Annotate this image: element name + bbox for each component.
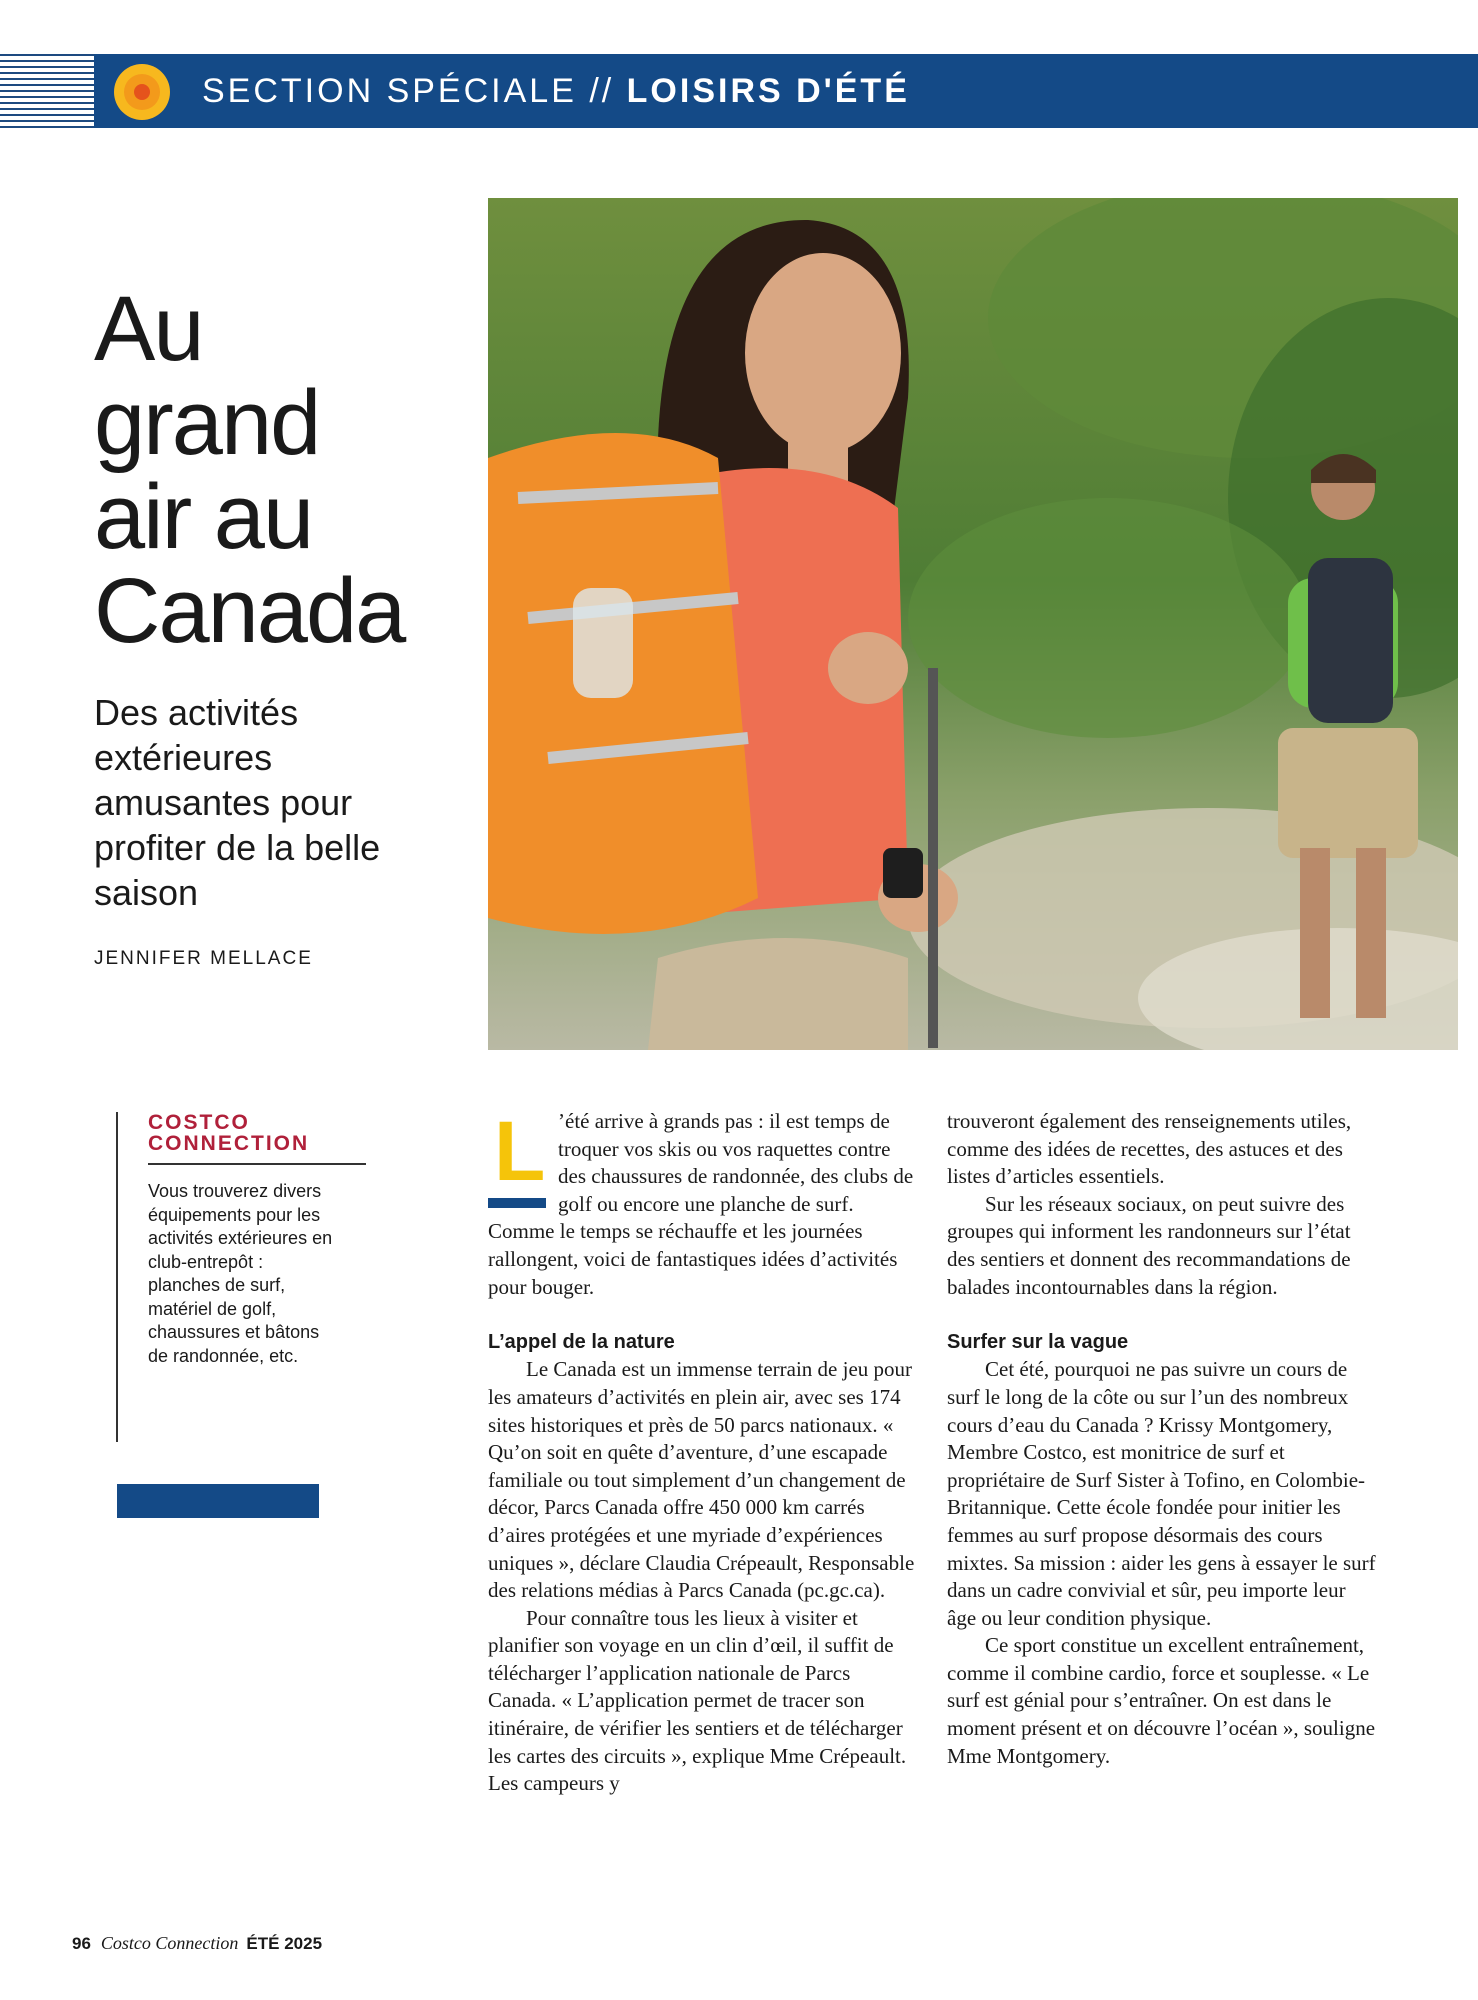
edition-label: ÉTÉ 2025 [246, 1934, 323, 1953]
body-paragraph: Le Canada est un immense terrain de jeu pour les amateurs d’activités en plein air, avec ses 174 sites historiques et près de 50 parcs nationaux. « Qu’on soit en quête d’aventure, d’une escapade familiale ou tout simplement d’un changement de décor, Parcs Canada offre 450 000 km carrés d’aires protégées et une myriade d’expériences uniques », déclare Claudia Crépeault, Responsable des relations médias à Parcs Canada (pc.gc.ca). [488, 1357, 915, 1603]
drop-cap-letter: L [494, 1104, 546, 1198]
body-paragraph: Pour connaître tous les lieux à visiter et planifier son voyage en un clin d’œil, il suffit de télécharger l’application nationale de Parcs Canada. « L’application permet de tracer son itinéraire, de vérifier les sentiers et de télécharger les cartes des circuits », explique Mme Crépeault. Les campeurs y [488, 1605, 907, 1796]
intro-paragraph: ’été arrive à grands pas : il est temps de troquer vos skis ou vos raquettes contre des chaussures de randonnée, des clubs de golf ou encore une planche de surf. Comme le temps se réchauffe et les journées rallongent, voici de fantastiques idées d’activités pour bouger. [488, 1109, 914, 1299]
body-paragraph: trouveront également des renseignements utiles, comme des idées de recettes, des astuces et des listes d’articles essentiels. [947, 1109, 1352, 1189]
sidebar-heading [148, 1112, 309, 1154]
title-line: Au [94, 278, 203, 380]
drop-cap [488, 1104, 546, 1208]
page-number: 96 [72, 1934, 91, 1953]
section-heading: Surfer sur la vague [947, 1330, 1129, 1353]
section-heading: L’appel de la nature [488, 1330, 675, 1353]
sidebar-divider [148, 1163, 366, 1165]
drop-cap-bar [488, 1198, 546, 1208]
magazine-name: Costco Connection [100, 1933, 239, 1953]
body-paragraph: Cet été, pourquoi ne pas suivre un cours de surf le long de la côte ou sur l’un des nombreux cours d’eau du Canada ? Krissy Montgomery, Membre Costco, est monitrice de surf et propriétaire de Surf Sister à Tofino, en Colombie-Britannique. Cette école fondée pour initier les femmes au surf propose désormais des cours mixtes. Sa mission : aider les gens à essayer le surf dans un cadre convivial et sûr, peu importe leur âge ou leur condition physique. [947, 1357, 1376, 1630]
sidebar-heading-line: CONNECTION [148, 1132, 310, 1155]
article-column-2 [947, 1108, 1379, 1770]
article-title [94, 278, 454, 662]
hiker-photo [488, 198, 1458, 1050]
page-footer [72, 1933, 322, 1954]
author-byline: JENNIFER MELLACE [94, 948, 313, 969]
title-line: Canada [94, 560, 405, 662]
sidebar-body: Vous trouverez divers équipements pour les activités extérieures en club-entrepôt : planches de surf, matériel de golf, chaussures et bâtons de randonnée, etc. [148, 1181, 333, 1366]
header-stripes [0, 54, 94, 128]
sun-icon [114, 64, 170, 120]
title-line: air au [94, 466, 313, 568]
article-column-1 [488, 1104, 918, 1798]
section-label: SECTION SPÉCIALE // [202, 72, 627, 110]
article-subtitle: Des activités extérieures amusantes pour profiter de la belle saison [94, 692, 381, 913]
sidebar-accent-bar [117, 1484, 319, 1518]
body-paragraph: Sur les réseaux sociaux, on peut suivre des groupes qui informent les randonneurs sur l’état des sentiers et donnent des recommandations de balades incontournables dans la région. [947, 1191, 1351, 1299]
sidebar-rule [116, 1112, 118, 1442]
section-header-band [94, 54, 1478, 128]
section-label-bold: LOISIRS D'ÉTÉ [626, 72, 910, 110]
sidebar-heading-line: COSTCO [148, 1111, 250, 1134]
title-line: grand [94, 372, 320, 474]
section-title [202, 54, 910, 128]
body-paragraph: Ce sport constitue un excellent entraînement, comme il combine cardio, force et souplesse. « Le surf est génial pour s’entraîner. On est dans le moment présent et on découvre l’océan », souligne Mme Montgomery. [947, 1633, 1376, 1768]
